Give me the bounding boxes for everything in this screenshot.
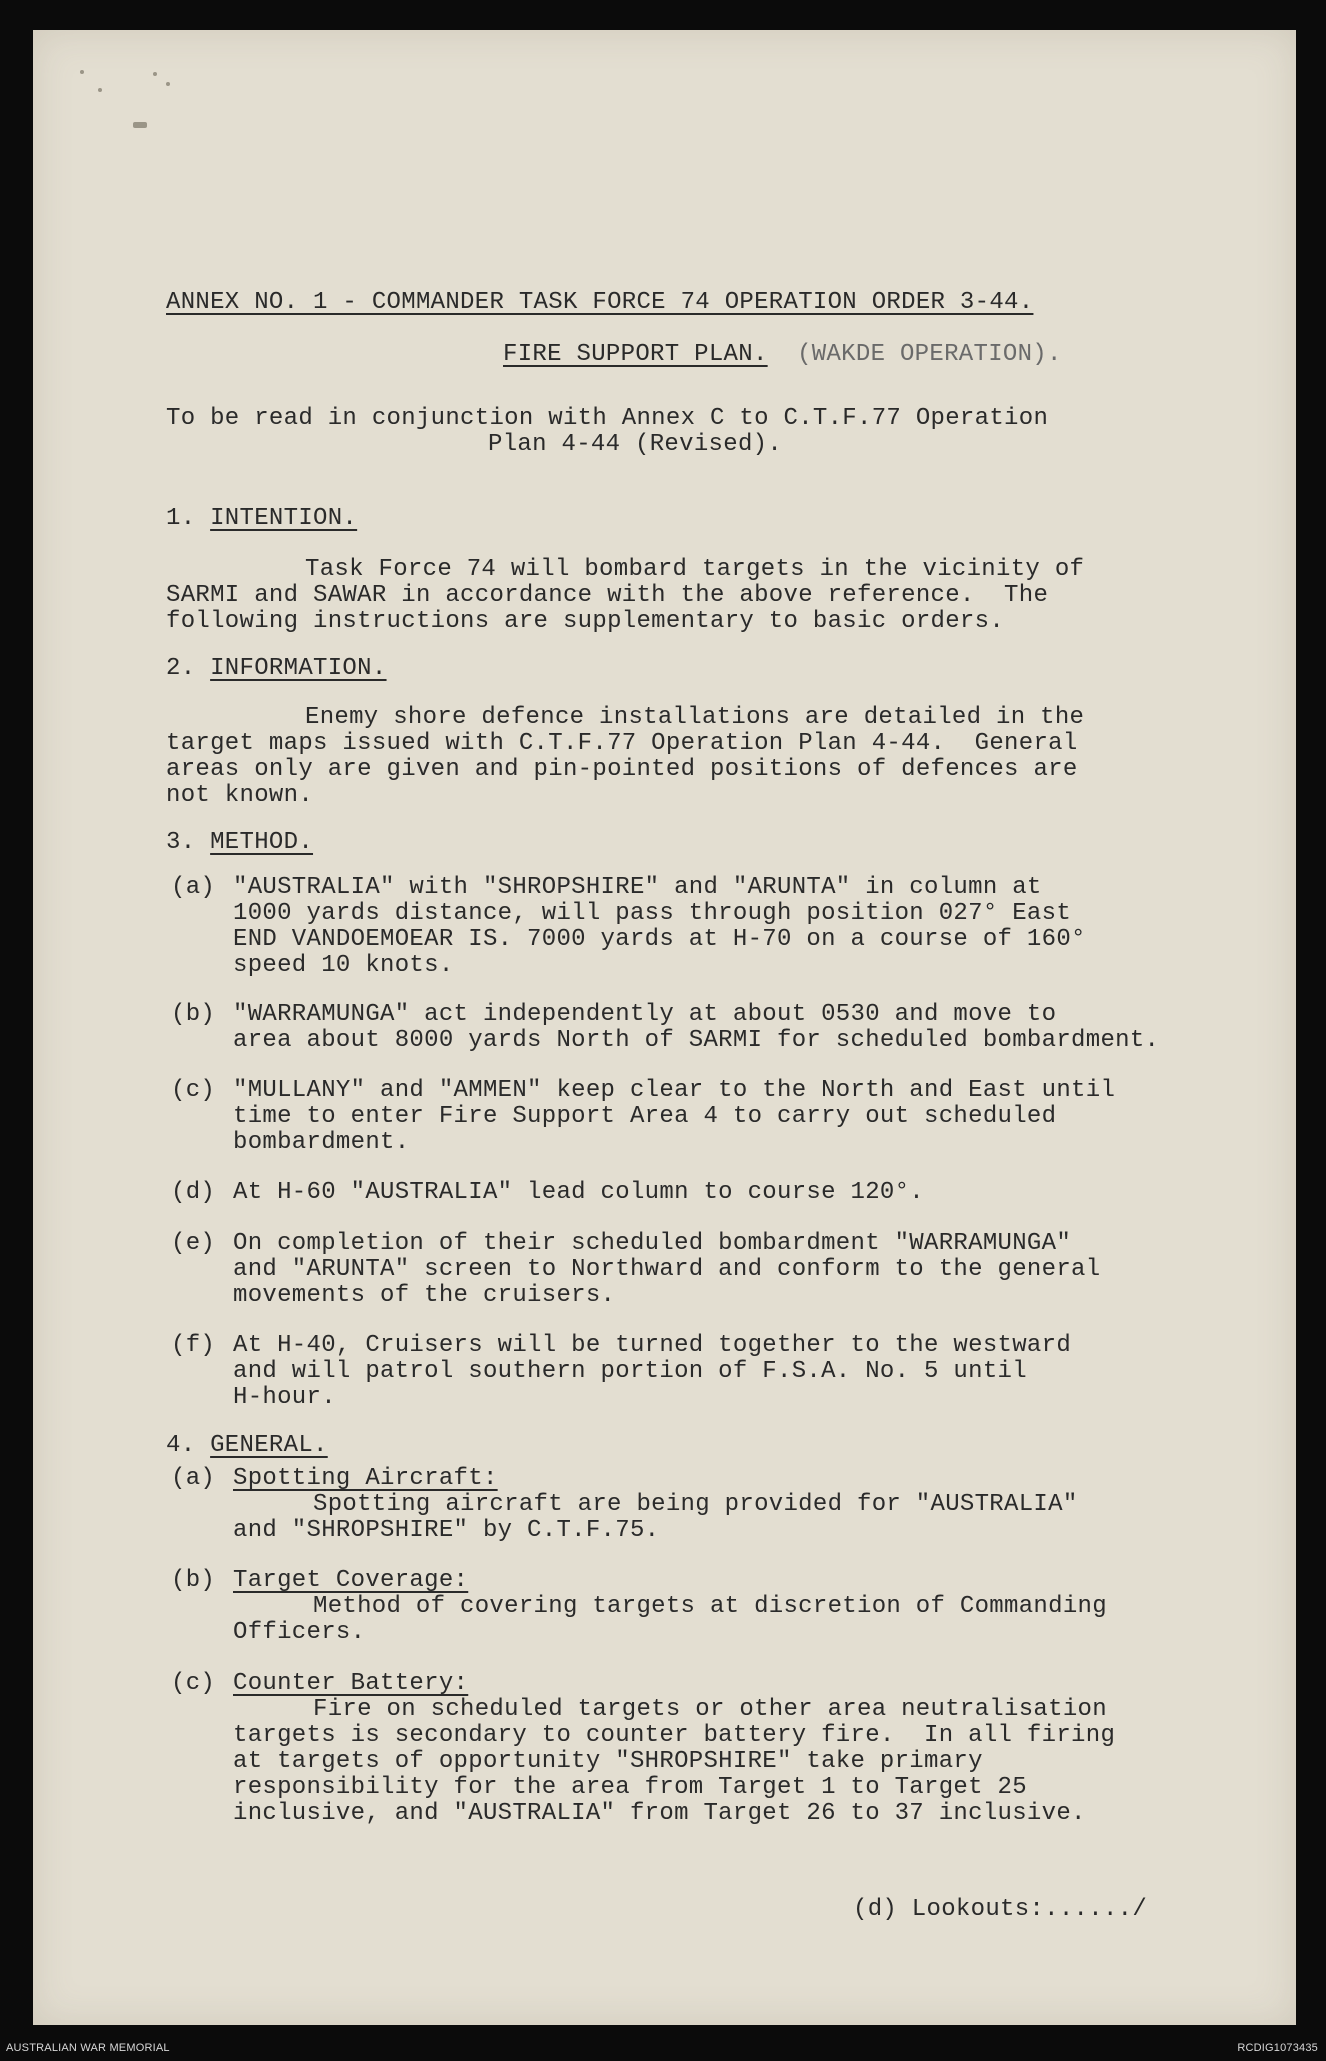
- item-line: responsibility for the area from Target 1 to Target 25: [233, 1774, 1027, 1801]
- section-title: INTENTION.: [210, 505, 358, 532]
- paragraph-line: target maps issued with C.T.F.77 Operation Plan 4-44. General: [166, 730, 1078, 757]
- item-line: speed 10 knots.: [233, 952, 454, 979]
- section-number: 4.: [166, 1432, 196, 1459]
- section-heading-method: [166, 830, 313, 856]
- item-label: (e): [171, 1230, 216, 1257]
- item-label: (b): [171, 1001, 216, 1028]
- item-line: and "SHROPSHIRE" by C.T.F.75.: [233, 1517, 660, 1544]
- section-heading-general: [166, 1433, 328, 1459]
- paragraph-line: Task Force 74 will bombard targets in the vicinity of: [305, 556, 1085, 583]
- annex-title: ANNEX NO. 1 - COMMANDER TASK FORCE 74 OPERATION ORDER 3-44.: [166, 289, 1034, 316]
- item-line: time to enter Fire Support Area 4 to carry out scheduled: [233, 1103, 1057, 1130]
- paragraph-line: areas only are given and pin-pointed positions of defences are: [166, 756, 1078, 783]
- item-line: Method of covering targets at discretion of Commanding: [313, 1593, 1107, 1620]
- item-line: Officers.: [233, 1619, 366, 1646]
- item-line: movements of the cruisers.: [233, 1282, 616, 1309]
- paragraph-line: SARMI and SAWAR in accordance with the above reference. The: [166, 582, 1049, 609]
- item-line: "MULLANY" and "AMMEN" keep clear to the North and East until: [233, 1077, 1116, 1104]
- item-line: At H-60 "AUSTRALIA" lead column to course 120°.: [233, 1179, 925, 1206]
- item-line: and "ARUNTA" screen to Northward and conform to the general: [233, 1256, 1101, 1283]
- section-title: METHOD.: [210, 829, 314, 856]
- item-label: (c): [171, 1670, 216, 1697]
- item-label: (a): [171, 1465, 216, 1492]
- item-label: (d): [171, 1179, 216, 1206]
- subheading: Spotting Aircraft:: [233, 1465, 498, 1492]
- item-label: (a): [171, 874, 216, 901]
- item-line: H-hour.: [233, 1384, 336, 1411]
- section-heading-information: [166, 656, 387, 682]
- section-title: INFORMATION.: [210, 655, 387, 682]
- item-line: and will patrol southern portion of F.S.A. No. 5 until: [233, 1358, 1027, 1385]
- reference-line-2: Plan 4-44 (Revised).: [488, 431, 783, 458]
- section-heading-intention: [166, 506, 357, 532]
- item-line: At H-40, Cruisers will be turned together to the westward: [233, 1332, 1072, 1359]
- item-line: area about 8000 yards North of SARMI for scheduled bombardment.: [233, 1027, 1160, 1054]
- plan-title: FIRE SUPPORT PLAN.: [503, 341, 768, 368]
- subheading: Target Coverage:: [233, 1567, 469, 1594]
- footer-archive-label: AUSTRALIAN WAR MEMORIAL: [6, 2042, 170, 2054]
- item-line: END VANDOEMOEAR IS. 7000 yards at H-70 on a course of 160°: [233, 926, 1086, 953]
- document-body: [33, 30, 1296, 2025]
- item-line: On completion of their scheduled bombardment "WARRAMUNGA": [233, 1230, 1072, 1257]
- item-label: (b): [171, 1567, 216, 1594]
- reference-line-1: To be read in conjunction with Annex C to C.T.F.77 Operation: [166, 405, 1049, 432]
- continuation-note: (d) Lookouts:....../: [853, 1896, 1148, 1923]
- document-page: [33, 30, 1296, 2025]
- item-line: inclusive, and "AUSTRALIA" from Target 26 to 37 inclusive.: [233, 1800, 1086, 1827]
- item-line: "AUSTRALIA" with "SHROPSHIRE" and "ARUNTA" in column at: [233, 874, 1042, 901]
- item-line: "WARRAMUNGA" act independently at about 0530 and move to: [233, 1001, 1057, 1028]
- footer-record-id: RCDIG1073435: [1237, 2042, 1318, 2054]
- item-line: targets is secondary to counter battery fire. In all firing: [233, 1722, 1116, 1749]
- item-label: (c): [171, 1077, 216, 1104]
- paragraph-line: following instructions are supplementary to basic orders.: [166, 608, 1005, 635]
- item-line: bombardment.: [233, 1129, 410, 1156]
- plan-title-line: [503, 342, 1062, 368]
- subheading: Counter Battery:: [233, 1670, 469, 1697]
- section-number: 2.: [166, 655, 196, 682]
- operation-name: (WAKDE OPERATION).: [797, 341, 1062, 368]
- section-number: 1.: [166, 505, 196, 532]
- section-number: 3.: [166, 829, 196, 856]
- item-line: at targets of opportunity "SHROPSHIRE" take primary: [233, 1748, 983, 1775]
- item-line: Fire on scheduled targets or other area neutralisation: [313, 1696, 1107, 1723]
- section-title: GENERAL.: [210, 1432, 328, 1459]
- paragraph-line: not known.: [166, 782, 314, 809]
- item-label: (f): [171, 1332, 216, 1359]
- item-line: Spotting aircraft are being provided for "AUSTRALIA": [313, 1491, 1078, 1518]
- paragraph-line: Enemy shore defence installations are detailed in the: [305, 704, 1085, 731]
- item-line: 1000 yards distance, will pass through position 027° East: [233, 900, 1072, 927]
